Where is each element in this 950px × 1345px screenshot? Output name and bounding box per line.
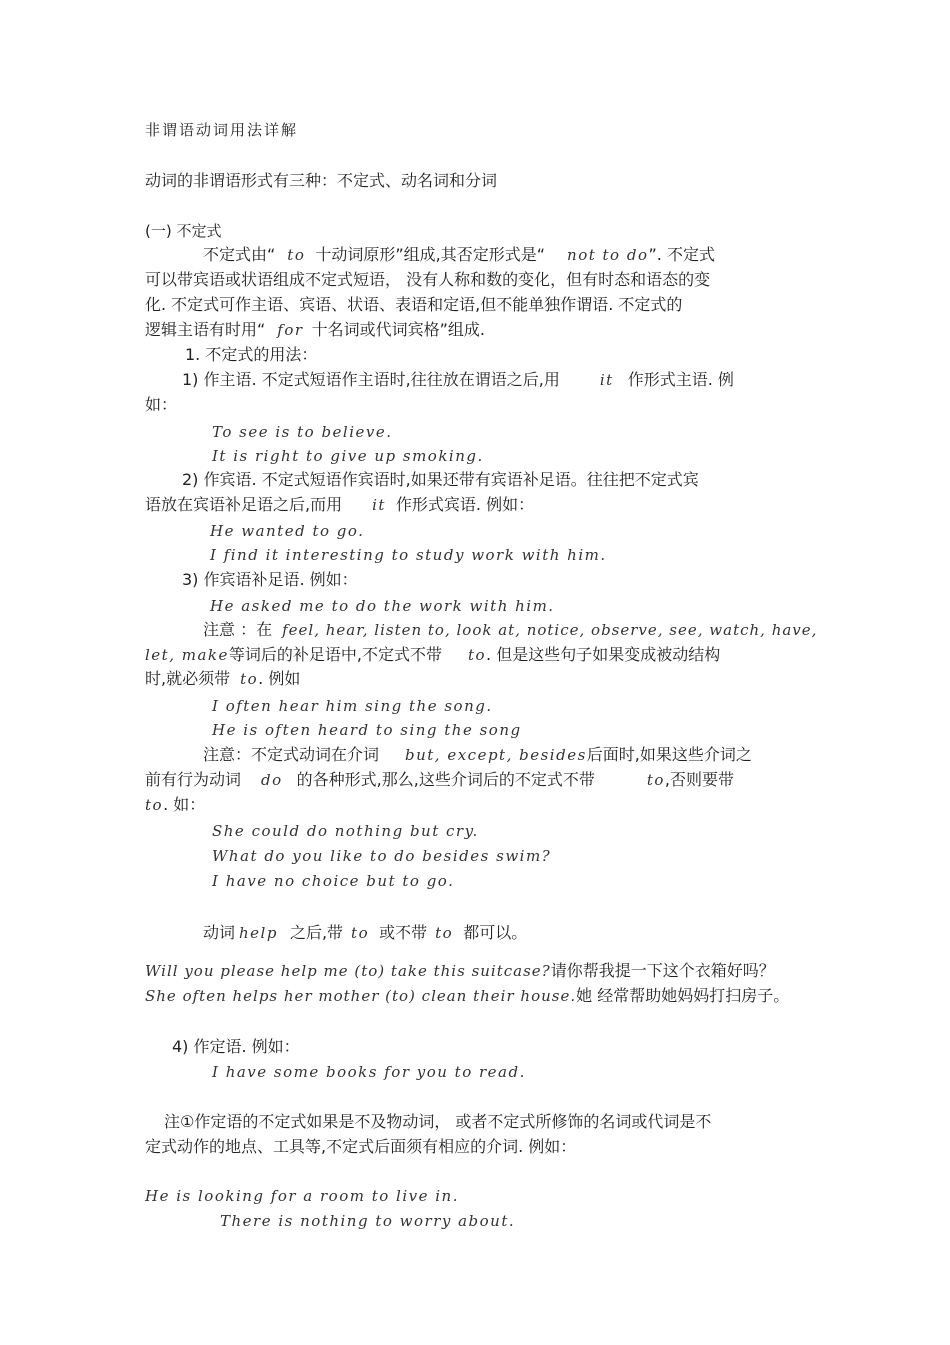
note2-line3: to. 如： xyxy=(145,795,206,814)
subject-example-2: It is right to give up smoking. xyxy=(212,447,484,465)
note3-example-1: He is looking for a room to live in. xyxy=(145,1187,459,1205)
note2-line1: 注意：不定式动词在介词 but, except, besides后面时,如果这些介词之 xyxy=(203,745,752,764)
document-title: 非谓语动词用法详解 xyxy=(145,121,299,139)
object-line1: 2) 作宾语. 不定式短语作宾语时,如果还带有宾语补足语。往往把不定式宾 xyxy=(182,470,699,489)
note1-example-2: He is often heard to sing the song xyxy=(212,721,522,739)
object-example-1: He wanted to go. xyxy=(210,522,365,540)
note3-line1: 注①作定语的不定式如果是不及物动词， 或者不定式所修饰的名词或代词是不 xyxy=(164,1112,712,1131)
usage-heading: 1. 不定式的用法： xyxy=(185,345,318,364)
help-line: 动词 help 之后,带 to 或不带 to 都可以。 xyxy=(203,923,528,942)
note1-line1: 注意 ：在 feel, hear, listen to, look at, notice, observe, see, watch, have, xyxy=(203,620,818,639)
help-example-2: She often helps her mother (to) clean their house.她 经常帮助她妈妈打扫房子。 xyxy=(145,986,790,1005)
subject-line1: 1) 作主语. 不定式短语作主语时,往往放在谓语之后,用 it 作形式主语. 例 xyxy=(182,370,734,389)
subject-line2: 如： xyxy=(145,395,178,414)
para1-line4: 逻辑主语有时用“ for 十名词或代词宾格”组成. xyxy=(145,320,485,339)
object-line2: 语放在宾语补足语之后,而用 it 作形式宾语. 例如： xyxy=(145,495,535,514)
note1-line2: let, make等词后的补足语中,不定式不带 to. 但是这些句子如果变成被动结构 xyxy=(145,645,721,664)
section-heading: (一) 不定式 xyxy=(145,222,222,240)
para1-line2: 可以带宾语或状语组成不定式短语， 没有人称和数的变化，但有时态和语态的变 xyxy=(145,270,711,289)
note1-example-1: I often hear him sing the song. xyxy=(212,697,493,715)
note2-example-1: She could do nothing but cry. xyxy=(212,822,479,840)
object-example-2: I find it interesting to study work with him. xyxy=(210,546,607,564)
subject-example-1: To see is to believe. xyxy=(212,423,393,441)
attributive-line1: 4) 作定语. 例如： xyxy=(172,1037,300,1056)
para1-line1: 不定式由“ to 十动词原形”组成,其否定形式是“ not to do”. 不定式 xyxy=(203,245,715,264)
note3-example-2: There is nothing to worry about. xyxy=(220,1212,516,1230)
note2-line2: 前有行为动词 do 的各种形式,那么,这些介词后的不定式不带 to,否则要带 xyxy=(145,770,734,789)
help-example-1: Will you please help me (to) take this suitcase?请你帮我提一下这个衣箱好吗？ xyxy=(145,961,775,980)
attributive-example-1: I have some books for you to read. xyxy=(212,1063,526,1081)
complement-example-1: He asked me to do the work with him. xyxy=(210,597,555,615)
note2-example-3: I have no choice but to go. xyxy=(212,872,455,890)
intro-line: 动词的非谓语形式有三种：不定式、动名词和分词 xyxy=(145,171,498,190)
note3-line2: 定式动作的地点、工具等,不定式后面须有相应的介词. 例如： xyxy=(145,1137,577,1156)
note2-example-2: What do you like to do besides swim? xyxy=(212,847,552,865)
para1-line3: 化. 不定式可作主语、宾语、状语、表语和定语,但不能单独作谓语. 不定式的 xyxy=(145,295,683,314)
note1-line3: 时,就必须带 to. 例如 xyxy=(145,669,301,688)
complement-line1: 3) 作宾语补足语. 例如： xyxy=(182,570,358,589)
